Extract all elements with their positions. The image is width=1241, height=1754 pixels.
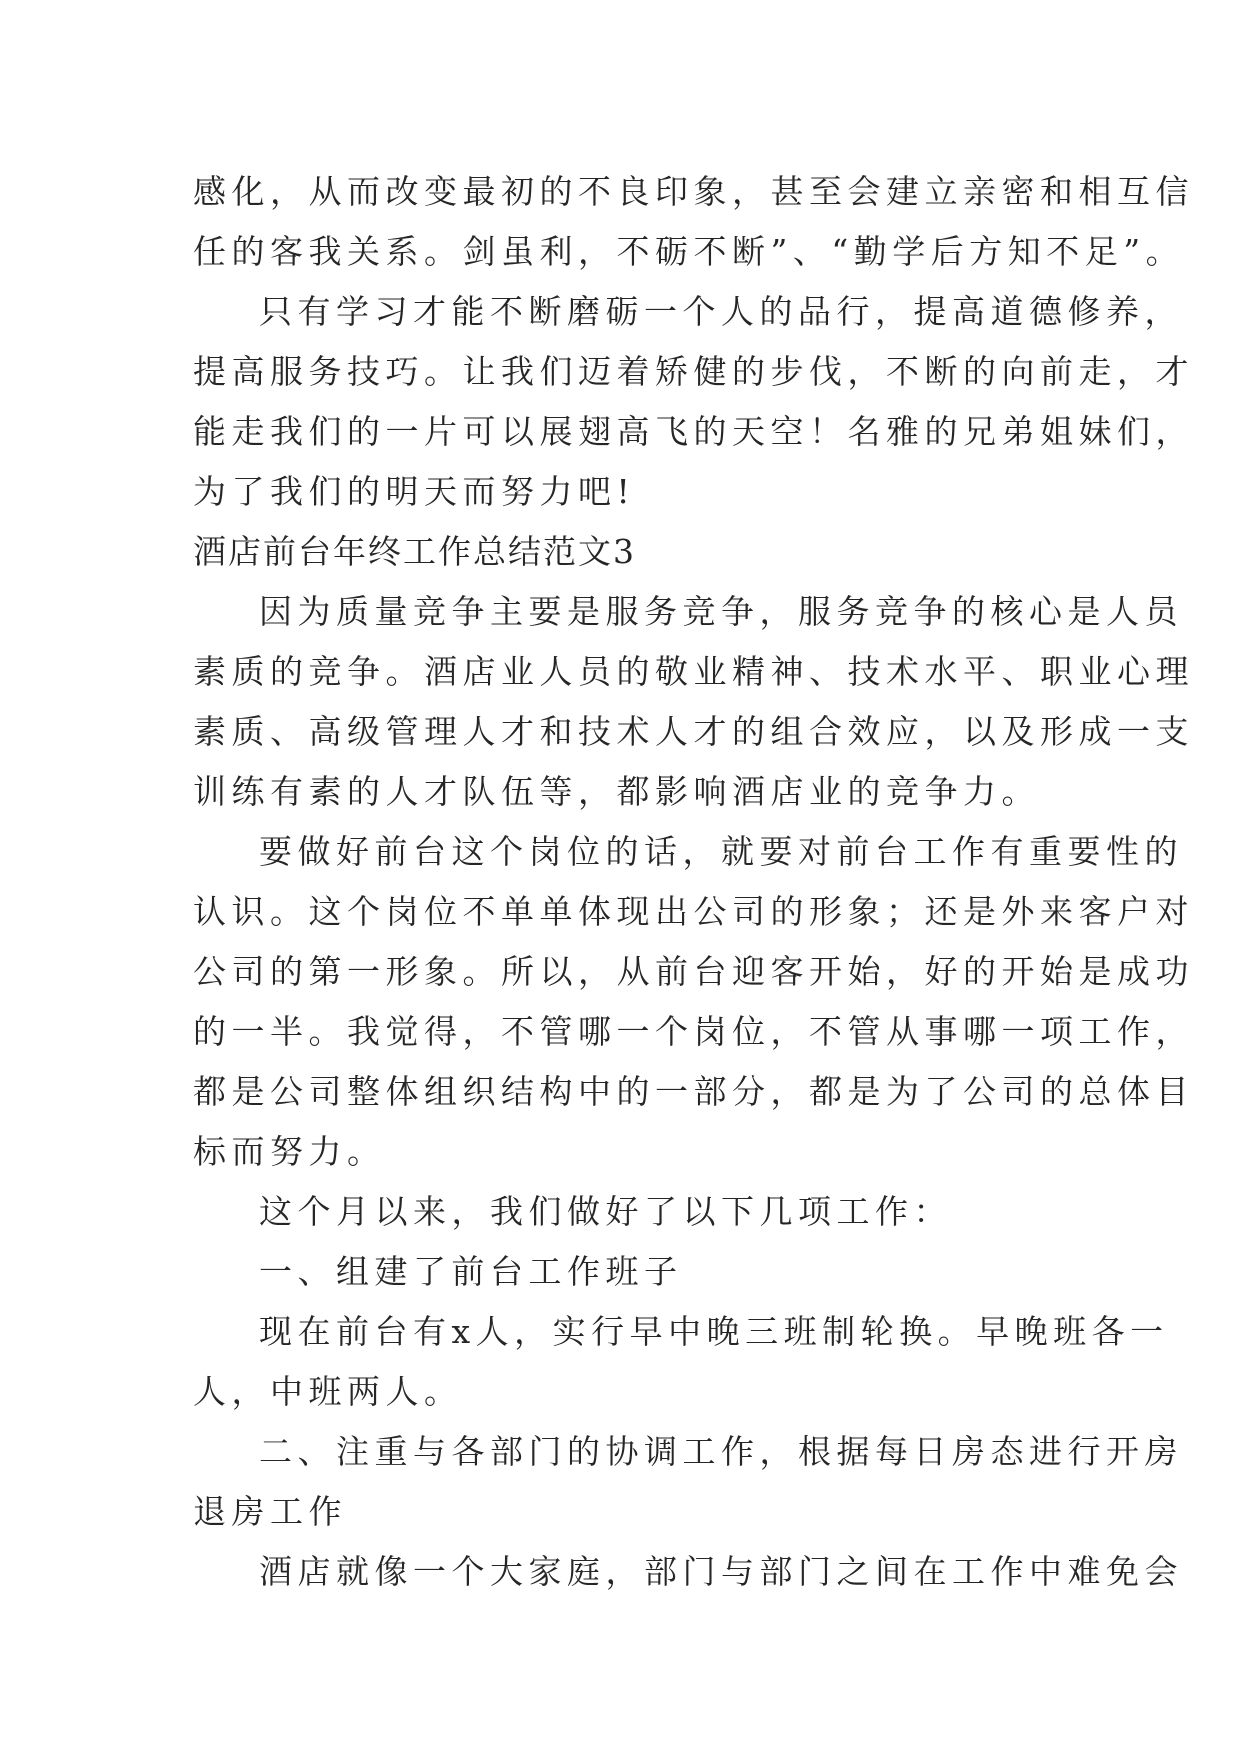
text-line: 退房工作: [193, 1492, 347, 1531]
text-line: 的一半。我觉得，不管哪一个岗位，不管从事哪一项工作，: [193, 1012, 1194, 1051]
paragraph-first-line: 酒店就像一个大家庭，部门与部门之间在工作中难免会: [259, 1552, 1183, 1591]
text-line: 能走我们的一片可以展翅高飞的天空！名雅的兄弟姐妹们，: [193, 412, 1194, 451]
text-line: 认识。这个岗位不单单体现出公司的形象；还是外来客户对: [193, 892, 1194, 931]
text-line: 素质的竞争。酒店业人员的敬业精神、技术水平、职业心理: [193, 652, 1194, 691]
text-line: 提高服务技巧。让我们迈着矫健的步伐，不断的向前走，才: [193, 352, 1194, 391]
text-line: 为了我们的明天而努力吧!: [193, 472, 636, 511]
text-line: 任的客我关系。剑虽利，不砺不断”、“勤学后方知不足”。: [193, 232, 1185, 271]
section-heading: 酒店前台年终工作总结范文3: [193, 532, 636, 571]
paragraph-first-line: 现在前台有x人，实行早中晚三班制轮换。早晚班各一: [259, 1312, 1169, 1351]
subheading-line: 二、注重与各部门的协调工作，根据每日房态进行开房: [259, 1432, 1183, 1471]
text-line: 标而努力。: [193, 1132, 386, 1171]
text-line: 公司的第一形象。所以，从前台迎客开始，好的开始是成功: [193, 952, 1194, 991]
subheading-line: 一、组建了前台工作班子: [259, 1252, 683, 1291]
paragraph-first-line: 要做好前台这个岗位的话，就要对前台工作有重要性的: [259, 832, 1183, 871]
text-line: 训练有素的人才队伍等，都影响酒店业的竞争力。: [193, 772, 1040, 811]
text-line: 感化，从而改变最初的不良印象，甚至会建立亲密和相互信: [193, 172, 1194, 211]
text-line: 人，中班两人。: [193, 1372, 463, 1411]
paragraph-first-line: 只有学习才能不断磨砺一个人的品行，提高道德修养，: [259, 292, 1183, 331]
text-line: 素质、高级管理人才和技术人才的组合效应，以及形成一支: [193, 712, 1194, 751]
document-page: [193, 162, 1194, 1602]
paragraph-first-line: 这个月以来，我们做好了以下几项工作：: [259, 1192, 952, 1231]
text-line: 都是公司整体组织结构中的一部分，都是为了公司的总体目: [193, 1072, 1194, 1111]
paragraph-first-line: 因为质量竞争主要是服务竞争，服务竞争的核心是人员: [259, 592, 1183, 631]
